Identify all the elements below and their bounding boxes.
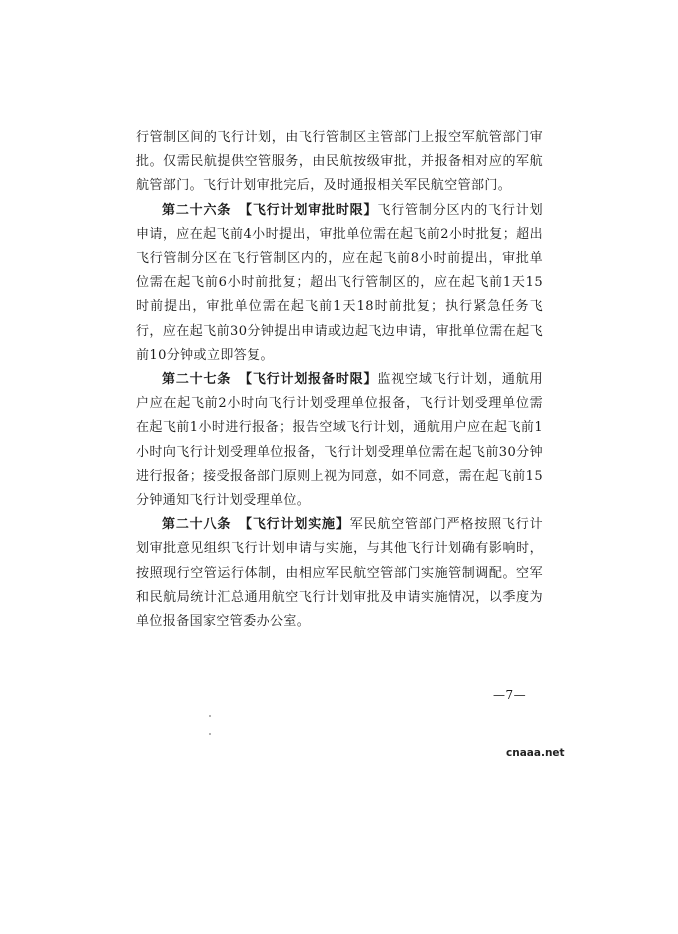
page-number: —7— [493,688,527,702]
article-26 [136,199,543,368]
article-27-number: 第二十七条 [162,372,232,388]
scan-speck [209,715,211,717]
site-watermark: cnaaa.net [506,747,565,759]
article-26-number: 第二十六条 [162,202,232,218]
document-body [136,126,543,634]
article-27 [136,368,543,513]
article-28-number: 第二十八条 [162,517,232,533]
article-26-title: 【飞行计划审批时限】 [238,202,378,218]
article-26-text: 飞行管制分区内的飞行计划申请，应在起飞前4小时提出，审批单位需在起飞前2小时批复；超出飞行管制分区在飞行管制区内的，应在起飞前8小时前提出，审批单位需在起飞前6小时前批复；超出飞行管制区的，应在起飞前1天15时前提出，审批单位需在起飞前1天18时前批复；执行紧急任务飞行，应在起飞前30分钟提出申请或边起飞边申请，审批单位需在起飞前10分钟或立即答复。 [136,202,543,363]
article-28 [136,513,543,634]
article-28-text: 军民航空管部门严格按照飞行计划审批意见组织飞行计划申请与实施，与其他飞行计划确有影响时，按照现行空管运行体制，由相应军民航空管部门实施管制调配。空军和民航局统计汇总通用航空飞行计划审批及申请实施情况，以季度为单位报备国家空管委办公室。 [136,517,543,630]
article-27-title: 【飞行计划报备时限】 [238,372,378,388]
article-27-text: 监视空域飞行计划，通航用户应在起飞前2小时向飞行计划受理单位报备，飞行计划受理单位需在起飞前1小时进行报备；报告空域飞行计划，通航用户应在起飞前1小时向飞行计划受理单位报备，飞行计划受理单位需在起飞前30分钟进行报备；接受报备部门原则上视为同意，如不同意，需在起飞前15分钟通知飞行计划受理单位。 [136,372,543,509]
scan-speck [209,733,211,735]
opening-paragraph: 行管制区间的飞行计划，由飞行管制区主管部门上报空军航管部门审批。仅需民航提供空管服务，由民航按级审批，并报备相对应的军航航管部门。飞行计划审批完后，及时通报相关军民航空管部门。 [136,130,543,194]
article-28-title: 【飞行计划实施】 [239,517,350,533]
